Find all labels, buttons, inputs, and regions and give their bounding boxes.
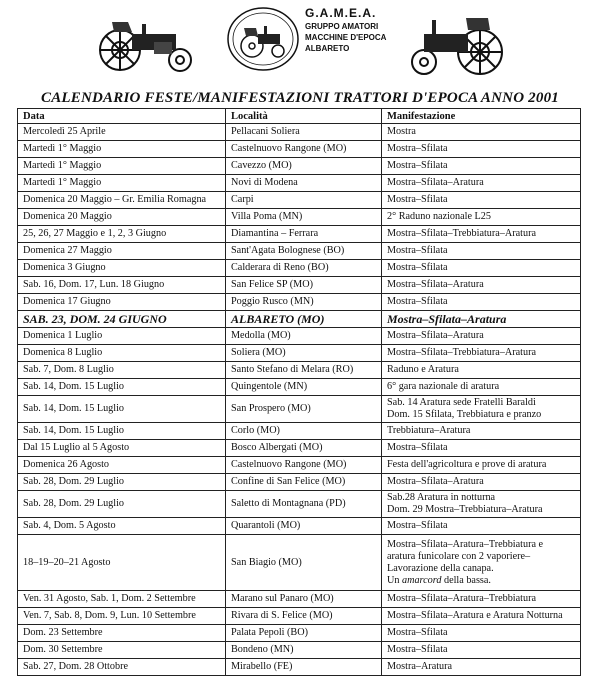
- cell-date: Domenica 1 Luglio: [18, 328, 226, 345]
- cell-date: Sab. 28, Dom. 29 Luglio: [18, 491, 226, 518]
- cell-date: Dal 15 Luglio al 5 Agosto: [18, 440, 226, 457]
- header: [0, 0, 600, 90]
- cell-place: Confine di San Felice (MO): [226, 474, 382, 491]
- table-row: [18, 277, 581, 294]
- cell-event: Mostra–Sfilata: [382, 294, 581, 311]
- cell-place: ALBARETO (MO): [226, 311, 382, 328]
- table-row: [18, 260, 581, 277]
- cell-date: Sab. 14, Dom. 15 Luglio: [18, 423, 226, 440]
- cell-place: Marano sul Panaro (MO): [226, 591, 382, 608]
- cell-event: Mostra–Sfilata–Aratura: [382, 311, 581, 328]
- cell-event: Mostra–Sfilata: [382, 642, 581, 659]
- cell-date: Domenica 20 Maggio – Gr. Emilia Romagna: [18, 192, 226, 209]
- tractor-left-icon: [92, 12, 202, 74]
- cell-place: Medolla (MO): [226, 328, 382, 345]
- org-name: G.A.M.E.A.: [305, 6, 377, 20]
- cell-place: Mirabello (FE): [226, 659, 382, 676]
- table-row: [18, 294, 581, 311]
- cell-event: Mostra–Sfilata–Aratura: [382, 175, 581, 192]
- cell-place: Castelnuovo Rangone (MO): [226, 141, 382, 158]
- cell-date: Dom. 30 Settembre: [18, 642, 226, 659]
- table-row: [18, 141, 581, 158]
- table-row: [18, 535, 581, 591]
- emphasis-text: amarcord: [402, 574, 442, 586]
- cell-place: Quarantoli (MO): [226, 518, 382, 535]
- cell-event: Mostra–Sfilata: [382, 625, 581, 642]
- event-line: Lavorazione della canapa.: [387, 562, 494, 574]
- column-header-date: Data: [18, 109, 226, 124]
- table-row: [18, 379, 581, 396]
- cell-date: Martedì 1° Maggio: [18, 158, 226, 175]
- table-row-highlight: [18, 311, 581, 328]
- table-row: [18, 440, 581, 457]
- cell-place: Corlo (MO): [226, 423, 382, 440]
- cell-date: Sab. 28, Dom. 29 Luglio: [18, 474, 226, 491]
- cell-date: Domenica 27 Maggio: [18, 243, 226, 260]
- table-row: [18, 175, 581, 192]
- cell-date: Ven. 7, Sab. 8, Dom. 9, Lun. 10 Settembre: [18, 608, 226, 625]
- cell-place: Calderara di Reno (BO): [226, 260, 382, 277]
- cell-place: Poggio Rusco (MN): [226, 294, 382, 311]
- event-line: aratura funicolare con 2 vaporiere–: [387, 550, 531, 562]
- table-row: [18, 192, 581, 209]
- cell-place: Quingentole (MN): [226, 379, 382, 396]
- table-row: [18, 659, 581, 676]
- cell-place: Soliera (MO): [226, 345, 382, 362]
- cell-place: Castelnuovo Rangone (MO): [226, 457, 382, 474]
- cell-event: [382, 491, 581, 518]
- cell-date: 25, 26, 27 Maggio e 1, 2, 3 Giugno: [18, 226, 226, 243]
- cell-event: Mostra–Aratura: [382, 659, 581, 676]
- table-row: [18, 124, 581, 141]
- cell-event: Mostra–Sfilata–Aratura: [382, 474, 581, 491]
- org-line: MACCHINE D'EPOCA: [305, 33, 387, 42]
- cell-event: Mostra: [382, 124, 581, 141]
- table-row: [18, 396, 581, 423]
- cell-date: SAB. 23, DOM. 24 GIUGNO: [18, 311, 226, 328]
- event-line: Un amarcord della bassa.: [387, 574, 491, 586]
- table-row: [18, 474, 581, 491]
- table-row: [18, 243, 581, 260]
- cell-place: Saletto di Montagnana (PD): [226, 491, 382, 518]
- cell-date: Sab. 14, Dom. 15 Luglio: [18, 396, 226, 423]
- cell-event: Mostra–Sfilata: [382, 440, 581, 457]
- org-header: [305, 8, 415, 54]
- column-header-place: Località: [226, 109, 382, 124]
- cell-event: Mostra–Sfilata–Aratura: [382, 277, 581, 294]
- cell-date: Sab. 14, Dom. 15 Luglio: [18, 379, 226, 396]
- cell-event: Mostra–Sfilata–Aratura e Aratura Notturna: [382, 608, 581, 625]
- cell-place: San Prospero (MO): [226, 396, 382, 423]
- page-title: CALENDARIO FESTE/MANIFESTAZIONI TRATTORI D'EPOCA ANNO 2001: [41, 90, 559, 106]
- table-row: [18, 591, 581, 608]
- table-row: [18, 625, 581, 642]
- cell-event: Mostra–Sfilata: [382, 192, 581, 209]
- cell-date: Sab. 16, Dom. 17, Lun. 18 Giugno: [18, 277, 226, 294]
- cell-event: [382, 396, 581, 423]
- table-row: [18, 362, 581, 379]
- cell-place: Villa Poma (MN): [226, 209, 382, 226]
- cell-date: Mercoledì 25 Aprile: [18, 124, 226, 141]
- cell-event: Festa dell'agricoltura e prove di aratura: [382, 457, 581, 474]
- event-line: Mostra–Sfilata–Aratura–Trebbiatura e: [387, 538, 544, 550]
- cell-place: Cavezzo (MO): [226, 158, 382, 175]
- cell-place: Pellacani Soliera: [226, 124, 382, 141]
- cell-date: Domenica 3 Giugno: [18, 260, 226, 277]
- cell-event: [382, 535, 581, 591]
- org-line: ALBARETO: [305, 44, 350, 53]
- event-line: Sab. 14 Aratura sede Fratelli Baraldi: [387, 397, 536, 408]
- cell-date: 18–19–20–21 Agosto: [18, 535, 226, 591]
- tractor-logo-icon: [226, 6, 300, 72]
- table-row: [18, 642, 581, 659]
- cell-event: Mostra–Sfilata: [382, 260, 581, 277]
- cell-place: Bosco Albergati (MO): [226, 440, 382, 457]
- cell-place: San Biagio (MO): [226, 535, 382, 591]
- cell-date: Domenica 8 Luglio: [18, 345, 226, 362]
- cell-place: Carpi: [226, 192, 382, 209]
- cell-event: Mostra–Sfilata–Aratura: [382, 328, 581, 345]
- cell-place: Santo Stefano di Melara (RO): [226, 362, 382, 379]
- cell-date: Martedì 1° Maggio: [18, 175, 226, 192]
- cell-event: Trebbiatura–Aratura: [382, 423, 581, 440]
- table-row: [18, 423, 581, 440]
- cell-place: San Felice SP (MO): [226, 277, 382, 294]
- cell-date: Martedì 1° Maggio: [18, 141, 226, 158]
- table-row: [18, 491, 581, 518]
- cell-event: Raduno e Aratura: [382, 362, 581, 379]
- cell-event: Mostra–Sfilata: [382, 518, 581, 535]
- cell-place: Diamantina – Ferrara: [226, 226, 382, 243]
- cell-date: Sab. 4, Dom. 5 Agosto: [18, 518, 226, 535]
- cell-event: Mostra–Sfilata: [382, 243, 581, 260]
- cell-place: Rivara di S. Felice (MO): [226, 608, 382, 625]
- cell-date: Sab. 27, Dom. 28 Ottobre: [18, 659, 226, 676]
- cell-place: Sant'Agata Bolognese (BO): [226, 243, 382, 260]
- event-line: Sab.28 Aratura in notturna: [387, 492, 496, 503]
- event-line: Dom. 29 Mostra–Trebbiatura–Aratura: [387, 504, 543, 515]
- cell-place: Palata Pepoli (BO): [226, 625, 382, 642]
- table-row: [18, 608, 581, 625]
- cell-event: 2° Raduno nazionale L25: [382, 209, 581, 226]
- cell-event: Mostra–Sfilata–Aratura–Trebbiatura: [382, 591, 581, 608]
- cell-event: Mostra–Sfilata–Trebbiatura–Aratura: [382, 226, 581, 243]
- cell-event: 6° gara nazionale di aratura: [382, 379, 581, 396]
- column-header-event: Manifestazione: [382, 109, 581, 124]
- tractor-right-icon: [402, 12, 512, 80]
- table-row: [18, 209, 581, 226]
- cell-date: Domenica 17 Giugno: [18, 294, 226, 311]
- cell-date: Ven. 31 Agosto, Sab. 1, Dom. 2 Settembre: [18, 591, 226, 608]
- cell-event: Mostra–Sfilata: [382, 158, 581, 175]
- table-row: [18, 345, 581, 362]
- table-row: [18, 328, 581, 345]
- table-row: [18, 158, 581, 175]
- cell-date: Domenica 20 Maggio: [18, 209, 226, 226]
- cell-event: Mostra–Sfilata: [382, 141, 581, 158]
- event-line: Dom. 15 Sfilata, Trebbiatura e pranzo: [387, 409, 542, 420]
- table-row: [18, 226, 581, 243]
- table-row: [18, 457, 581, 474]
- cell-event: Mostra–Sfilata–Trebbiatura–Aratura: [382, 345, 581, 362]
- table-header-row: [18, 109, 581, 124]
- table-row: [18, 518, 581, 535]
- cell-date: Dom. 23 Settembre: [18, 625, 226, 642]
- org-line: GRUPPO AMATORI: [305, 22, 379, 31]
- cell-place: Bondeno (MN): [226, 642, 382, 659]
- events-table: [17, 108, 581, 676]
- cell-date: Domenica 26 Agosto: [18, 457, 226, 474]
- cell-place: Novi di Modena: [226, 175, 382, 192]
- cell-date: Sab. 7, Dom. 8 Luglio: [18, 362, 226, 379]
